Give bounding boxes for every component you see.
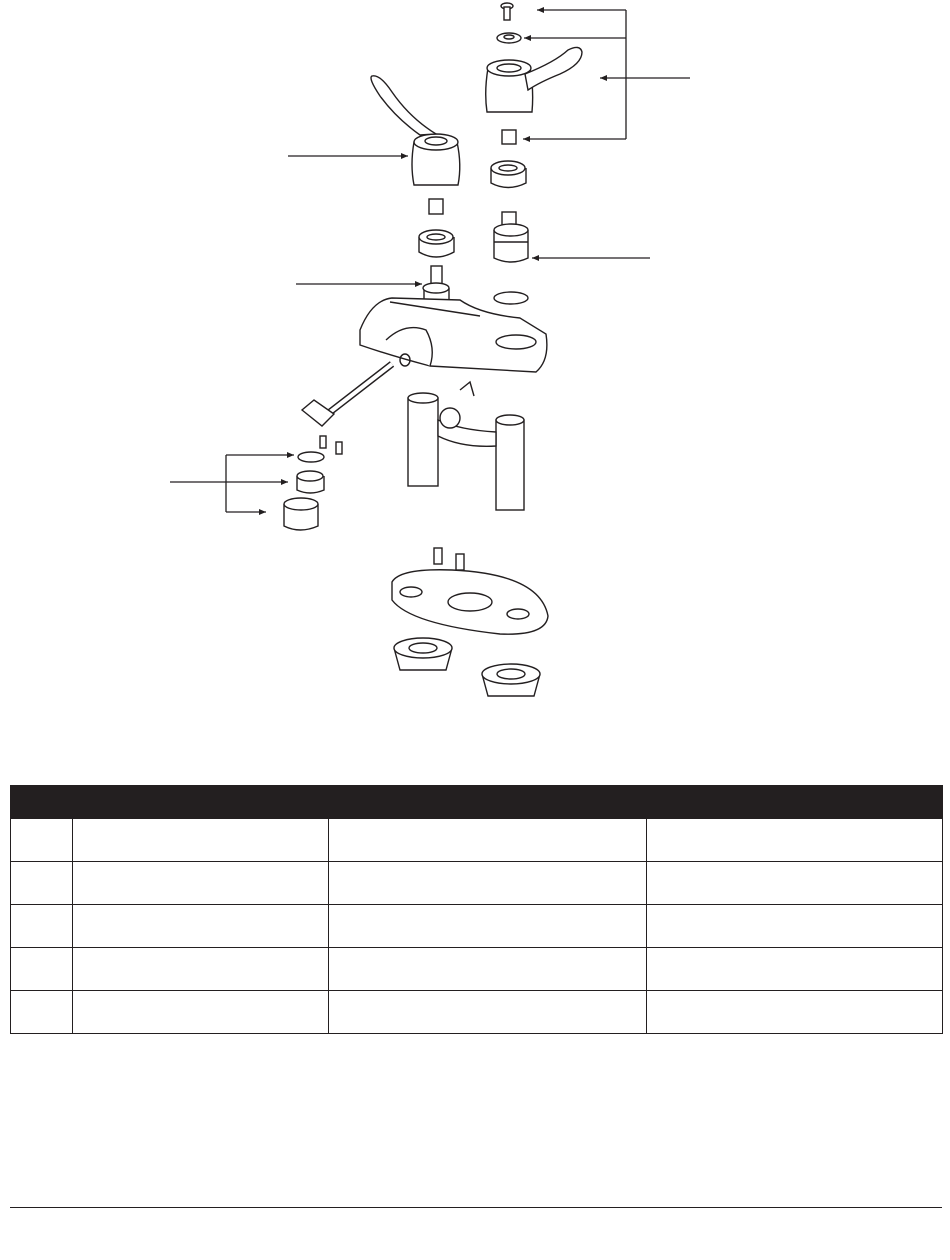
base-gasket (392, 570, 548, 634)
table-cell (11, 862, 73, 905)
table-row (11, 905, 943, 948)
table-cell (329, 905, 647, 948)
right-cartridge (494, 212, 528, 262)
table-cell (647, 991, 943, 1034)
aerator-housing (284, 498, 318, 530)
table-cell (329, 862, 647, 905)
valve-base (408, 382, 524, 510)
table-row (11, 819, 943, 862)
table-cell (73, 991, 329, 1034)
small-screw (336, 442, 342, 454)
table-row (11, 948, 943, 991)
table-cell (73, 862, 329, 905)
spray-hose (302, 354, 410, 426)
handle-screw (501, 3, 513, 20)
faucet-body (360, 298, 547, 372)
table-cell (647, 862, 943, 905)
header-cell (647, 786, 943, 819)
table-cell (329, 991, 647, 1034)
table-cell (329, 948, 647, 991)
table-cell (647, 819, 943, 862)
table-row (11, 991, 943, 1034)
right-lever-handle (486, 47, 582, 112)
table-cell (647, 948, 943, 991)
table-cell (73, 948, 329, 991)
header-cell (11, 786, 73, 819)
left-lever-handle (371, 76, 460, 185)
header-cell (73, 786, 329, 819)
right-adapter (502, 130, 516, 144)
right-seal-ring (494, 292, 528, 304)
header-cell (329, 786, 647, 819)
table-cell (329, 819, 647, 862)
mounting-screw (456, 554, 464, 570)
table-row (11, 862, 943, 905)
table-cell (11, 819, 73, 862)
aerator-insert (297, 471, 324, 493)
aerator-washer (298, 452, 324, 462)
table-cell (73, 905, 329, 948)
mounting-nut-left (394, 638, 452, 670)
left-bonnet-nut (419, 230, 454, 257)
table-cell (11, 948, 73, 991)
parts-table-header (11, 786, 943, 819)
right-bonnet-nut (491, 161, 526, 188)
left-adapter (429, 199, 443, 214)
table-cell (73, 819, 329, 862)
table-cell (11, 905, 73, 948)
parts-table (10, 785, 943, 1034)
footer-divider (10, 1207, 942, 1208)
mounting-screw (434, 548, 442, 564)
table-cell (647, 905, 943, 948)
mounting-nut-right (482, 664, 540, 696)
small-screw (320, 436, 326, 448)
table-cell (11, 991, 73, 1034)
